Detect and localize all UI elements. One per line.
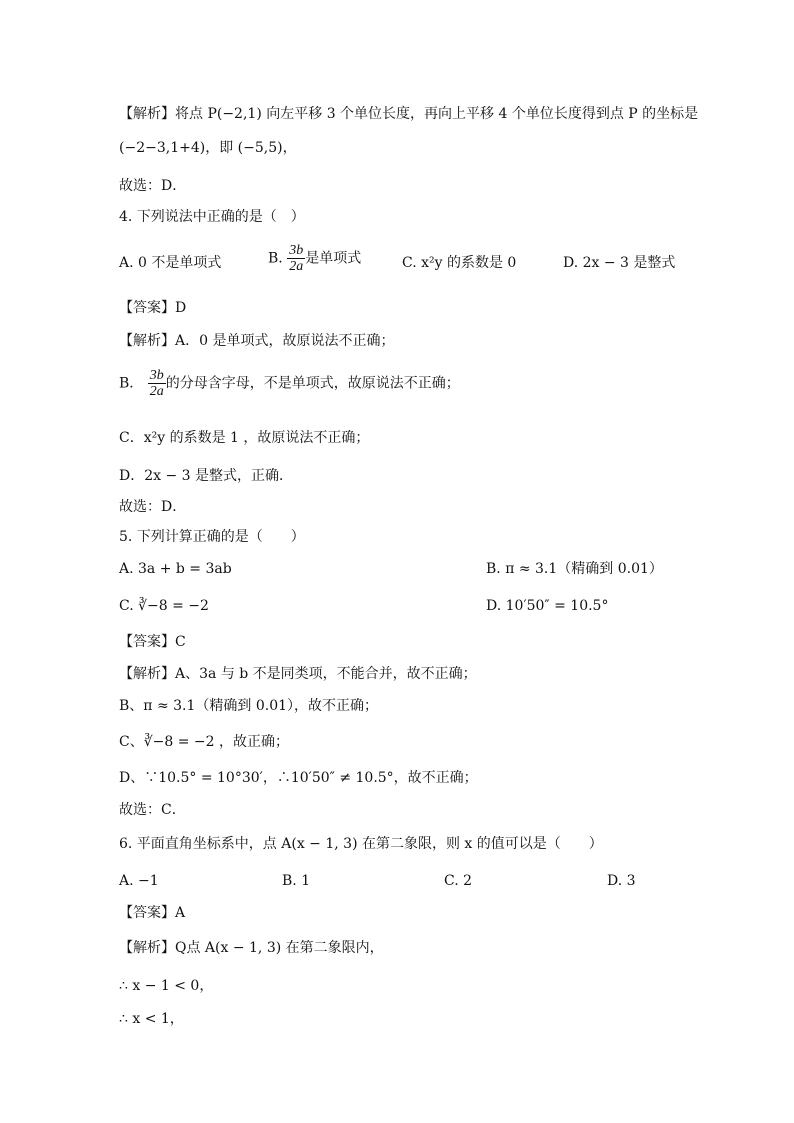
q5-option-a: A. 3a + b = 3ab xyxy=(119,561,232,577)
fraction-numerator: 3b xyxy=(289,243,304,258)
q5-option-c: C. ∛−8 = −2 xyxy=(119,598,209,614)
q4-option-a: A. 0 不是单项式 xyxy=(119,255,222,271)
line-prefix: B． xyxy=(119,375,144,392)
solution-text-line: 【解析】将点 P(−2,1) 向左平移 3 个单位长度，再向上平移 4 个单位长度得到点 P 的坐标是 xyxy=(119,106,699,122)
option-label: B. xyxy=(268,250,283,267)
explanation-line: ∴ x − 1 < 0， xyxy=(119,978,214,994)
explanation-line: C．x²y 的系数是 1 ，故原说法不正确； xyxy=(119,430,370,446)
answer-label: 【答案】A xyxy=(119,905,186,921)
q5-option-b: B. π ≈ 3.1（精确到 0.01） xyxy=(486,561,663,577)
q6-option-d: D. 3 xyxy=(607,873,636,889)
fraction-denominator: 2a xyxy=(149,384,164,399)
question-6-stem: 6. 平面直角坐标系中，点 A(x − 1, 3) 在第二象限，则 x 的值可以是（ ） xyxy=(119,836,603,852)
answer-selection: 故选：C． xyxy=(119,802,186,818)
answer-label: 【答案】C xyxy=(119,634,186,650)
q4-option-b xyxy=(268,243,361,274)
explanation-line: D．2x − 3 是整式，正确． xyxy=(119,468,294,484)
explanation-line xyxy=(119,368,460,399)
q6-option-a: A. −1 xyxy=(119,873,159,889)
explanation-line: 【解析】A、3a 与 b 不是同类项，不能合并，故不正确； xyxy=(119,666,477,682)
line-text: 的分母含字母，不是单项式，故原说法不正确； xyxy=(165,375,460,392)
explanation-line: ∴ x < 1， xyxy=(119,1011,184,1027)
q6-option-c: C. 2 xyxy=(444,873,473,889)
option-text: 是单项式 xyxy=(305,250,362,267)
q4-option-d: D. 2x − 3 是整式 xyxy=(563,255,676,271)
answer-selection: 故选：D． xyxy=(119,499,187,515)
fraction-denominator: 2a xyxy=(289,259,304,274)
explanation-line: 【解析】A．0 是单项式，故原说法不正确； xyxy=(119,333,395,349)
solution-text-line: (−2−3,1+4)，即 (−5,5)， xyxy=(119,140,297,156)
question-4-stem: 4. 下列说法中正确的是（ ） xyxy=(119,209,305,225)
q4-option-c: C. x²y 的系数是 0 xyxy=(402,255,517,271)
question-5-stem: 5. 下列计算正确的是（ ） xyxy=(119,529,305,545)
fraction xyxy=(148,368,166,399)
explanation-line: B、π ≈ 3.1（精确到 0.01），故不正确； xyxy=(119,698,379,714)
explanation-line: C、∛−8 = −2 ，故正确； xyxy=(119,734,289,750)
q5-option-d: D. 10′50″ = 10.5° xyxy=(486,598,609,614)
fraction xyxy=(287,243,305,274)
explanation-line: 【解析】Q点 A(x − 1, 3) 在第二象限内， xyxy=(119,940,384,956)
answer-selection: 故选：D． xyxy=(119,178,187,194)
q6-option-b: B. 1 xyxy=(282,873,311,889)
explanation-line: D、∵10.5° = 10°30′，∴10′50″ ≠ 10.5°，故不正确； xyxy=(119,770,478,786)
answer-label: 【答案】D xyxy=(119,300,187,316)
fraction-numerator: 3b xyxy=(149,368,164,383)
